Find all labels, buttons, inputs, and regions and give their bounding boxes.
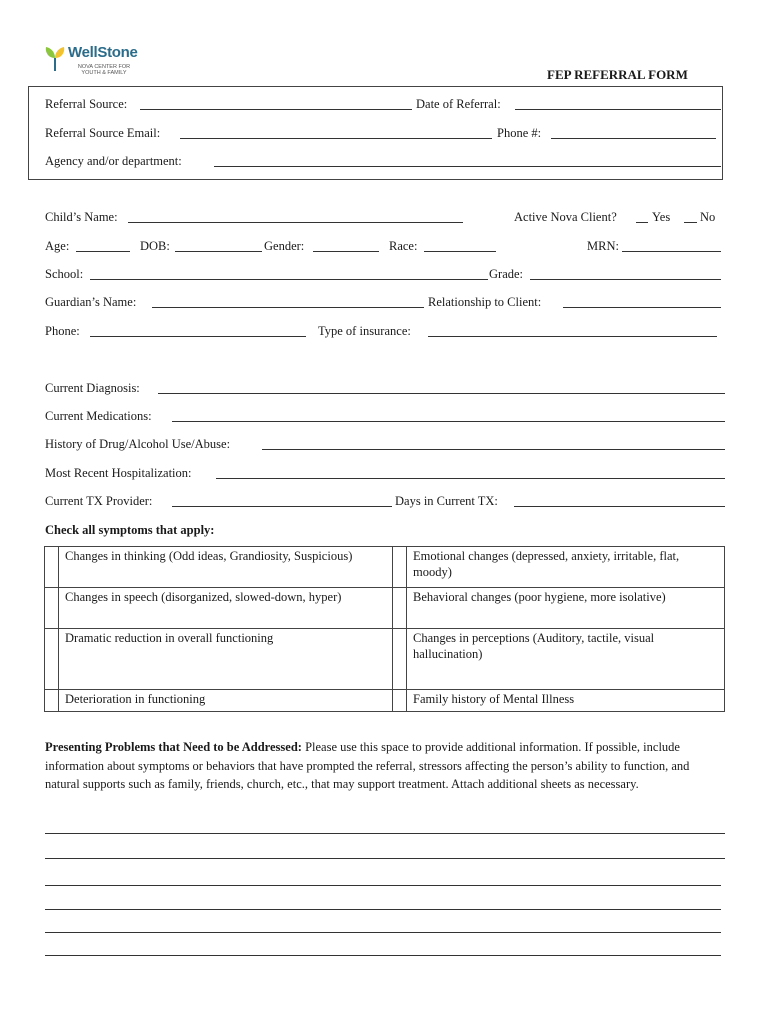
gender-label: Gender: bbox=[264, 239, 305, 253]
presenting-problems-paragraph bbox=[45, 738, 725, 794]
tx-provider-field[interactable] bbox=[172, 506, 392, 507]
referral-email-label: Referral Source Email: bbox=[45, 126, 161, 140]
insurance-field[interactable] bbox=[428, 336, 717, 337]
mrn-label: MRN: bbox=[587, 239, 619, 253]
symptom-label: Emotional changes (depressed, anxiety, irritable, flat, moody) bbox=[407, 547, 725, 588]
symptom-checkbox[interactable] bbox=[393, 629, 407, 690]
race-field[interactable] bbox=[424, 251, 496, 252]
age-field[interactable] bbox=[76, 251, 130, 252]
presenting-problems-heading: Presenting Problems that Need to be Addressed: bbox=[45, 740, 302, 754]
symptom-checkbox[interactable] bbox=[393, 547, 407, 588]
referral-phone-field[interactable] bbox=[551, 138, 716, 139]
agency-label: Agency and/or department: bbox=[45, 154, 182, 168]
drug-history-field[interactable] bbox=[262, 449, 725, 450]
agency-field[interactable] bbox=[214, 166, 721, 167]
symptom-checkbox[interactable] bbox=[45, 588, 59, 629]
symptom-label: Family history of Mental Illness bbox=[407, 690, 725, 712]
logo-mark-icon bbox=[44, 46, 66, 72]
logo-brand: WellStone bbox=[68, 44, 138, 61]
table-row bbox=[45, 629, 725, 690]
hospitalization-field[interactable] bbox=[216, 478, 725, 479]
drug-history-label: History of Drug/Alcohol Use/Abuse: bbox=[45, 437, 231, 451]
guardian-label: Guardian’s Name: bbox=[45, 295, 137, 309]
response-line[interactable] bbox=[45, 955, 721, 956]
response-line[interactable] bbox=[45, 885, 721, 886]
child-name-field[interactable] bbox=[128, 222, 463, 223]
school-field[interactable] bbox=[90, 279, 488, 280]
active-no-label: No bbox=[700, 210, 716, 224]
response-line[interactable] bbox=[45, 909, 721, 910]
symptom-checkbox[interactable] bbox=[45, 690, 59, 712]
relationship-label: Relationship to Client: bbox=[428, 295, 542, 309]
child-phone-label: Phone: bbox=[45, 324, 80, 338]
grade-label: Grade: bbox=[489, 267, 524, 281]
symptom-label: Dramatic reduction in overall functioning bbox=[59, 629, 393, 690]
active-client-label: Active Nova Client? bbox=[514, 210, 617, 224]
table-row bbox=[45, 588, 725, 629]
response-line[interactable] bbox=[45, 833, 725, 834]
referral-phone-label: Phone #: bbox=[497, 126, 542, 140]
gender-field[interactable] bbox=[313, 251, 379, 252]
tx-provider-label: Current TX Provider: bbox=[45, 494, 153, 508]
symptom-checkbox[interactable] bbox=[393, 588, 407, 629]
symptom-label: Changes in speech (disorganized, slowed-down, hyper) bbox=[59, 588, 393, 629]
days-tx-field[interactable] bbox=[514, 506, 725, 507]
dob-label: DOB: bbox=[140, 239, 170, 253]
grade-field[interactable] bbox=[530, 279, 721, 280]
insurance-label: Type of insurance: bbox=[318, 324, 411, 338]
active-yes-field[interactable] bbox=[636, 222, 648, 223]
referral-source-field[interactable] bbox=[140, 109, 412, 110]
referral-email-field[interactable] bbox=[180, 138, 492, 139]
symptom-label: Deterioration in functioning bbox=[59, 690, 393, 712]
date-of-referral-field[interactable] bbox=[515, 109, 721, 110]
response-line[interactable] bbox=[45, 932, 721, 933]
table-row bbox=[45, 690, 725, 712]
date-of-referral-label: Date of Referral: bbox=[416, 97, 501, 111]
child-phone-field[interactable] bbox=[90, 336, 306, 337]
response-line[interactable] bbox=[45, 858, 725, 859]
symptom-label: Changes in thinking (Odd ideas, Grandiosity, Suspicious) bbox=[59, 547, 393, 588]
table-row bbox=[45, 547, 725, 588]
logo-subtitle: NOVA CENTER FOR YOUTH & FAMILY bbox=[77, 64, 131, 76]
school-label: School: bbox=[45, 267, 84, 281]
diagnosis-label: Current Diagnosis: bbox=[45, 381, 140, 395]
active-no-field[interactable] bbox=[684, 222, 697, 223]
symptom-label: Behavioral changes (poor hygiene, more isolative) bbox=[407, 588, 725, 629]
diagnosis-field[interactable] bbox=[158, 393, 725, 394]
active-yes-label: Yes bbox=[652, 210, 671, 224]
dob-field[interactable] bbox=[175, 251, 262, 252]
relationship-field[interactable] bbox=[563, 307, 721, 308]
days-tx-label: Days in Current TX: bbox=[395, 494, 498, 508]
symptom-checkbox[interactable] bbox=[45, 547, 59, 588]
symptoms-heading: Check all symptoms that apply: bbox=[45, 523, 215, 537]
medications-field[interactable] bbox=[172, 421, 725, 422]
symptom-checkbox[interactable] bbox=[45, 629, 59, 690]
hospitalization-label: Most Recent Hospitalization: bbox=[45, 466, 192, 480]
symptom-label: Changes in perceptions (Auditory, tactile, visual hallucination) bbox=[407, 629, 725, 690]
child-name-label: Child’s Name: bbox=[45, 210, 118, 224]
mrn-field[interactable] bbox=[622, 251, 721, 252]
presenting-problems-body: Please use this space to provide additional information. If possible, include information about symptoms or behaviors that have prompted the referral, stressors affecting the person’s ability to function, and natural supports such as family, friends, church, etc., that may support treatment. Attach additional sheets as necessary. bbox=[45, 740, 690, 791]
referral-source-label: Referral Source: bbox=[45, 97, 128, 111]
form-title: FEP REFERRAL FORM bbox=[547, 67, 688, 82]
race-label: Race: bbox=[389, 239, 418, 253]
age-label: Age: bbox=[45, 239, 70, 253]
symptom-checkbox[interactable] bbox=[393, 690, 407, 712]
medications-label: Current Medications: bbox=[45, 409, 152, 423]
wellstone-logo bbox=[44, 44, 154, 84]
guardian-field[interactable] bbox=[152, 307, 424, 308]
symptoms-table bbox=[44, 546, 725, 712]
